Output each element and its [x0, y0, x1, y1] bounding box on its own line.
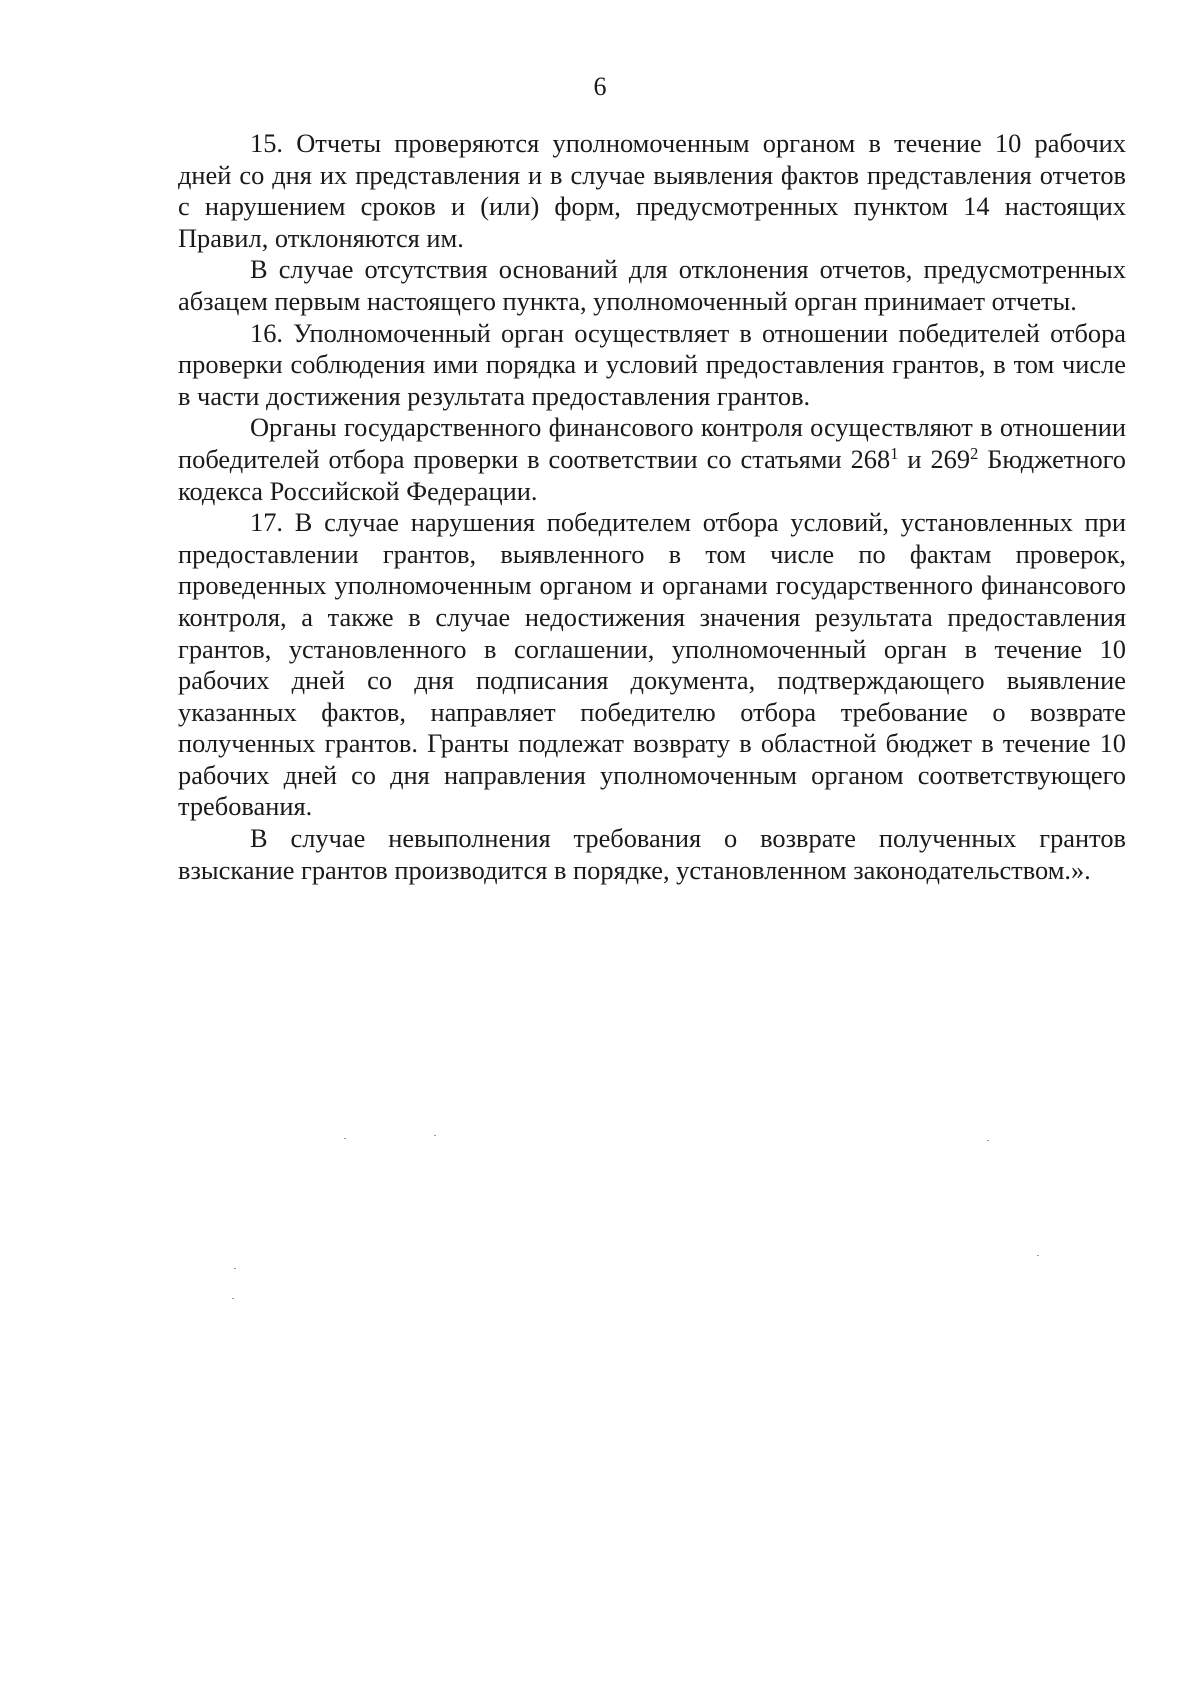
paragraph-17: 17. В случае нарушения победителем отбора условий, установленных при предоставлении грантов, выявленного в том числе по фактам проверок, проведенных уполномоченным органом и органами государственного финансового контроля, а также в случае недостижения значения результата предоставления грантов, установленного в соглашении, уполномоченный орган в течение 10 рабочих дней со дня подписания документа, подтверждающего выявление указанных фактов, направляет победителю отбора требование о возврате полученных грантов. Гранты подлежат возврату в областной бюджет в течение 10 рабочих дней со дня направления уполномоченным органом соответствующего требования. — [178, 507, 1126, 822]
scan-speck — [1037, 1255, 1039, 1256]
scan-speck — [434, 1135, 436, 1136]
scan-speck — [232, 1298, 234, 1299]
scan-speck — [234, 1268, 236, 1269]
document-body — [178, 128, 1126, 886]
paragraph-17-part-2: В случае невыполнения требования о возврате полученных грантов взыскание грантов производится в порядке, установленном законодательством.». — [178, 823, 1126, 885]
paragraph-15-part-2: В случае отсутствия оснований для отклонения отчетов, предусмотренных абзацем первым настоящего пункта, уполномоченный орган принимает отчеты. — [178, 254, 1126, 316]
superscript-1: 1 — [890, 444, 899, 464]
superscript-2: 2 — [970, 444, 979, 464]
paragraph-text: и 269 — [898, 443, 971, 474]
paragraph-text: Органы государственного финансового контроля осуществляют в отношении победителей отбора проверки в соответствии со статьями 268 — [178, 412, 1126, 474]
paragraph-16-part-2 — [178, 412, 1126, 507]
paragraph-16: 16. Уполномоченный орган осуществляет в отношении победителей отбора проверки соблюдения ими порядка и условий предоставления грантов, в том числе в части достижения результата предоставления грантов. — [178, 317, 1126, 411]
scan-speck — [344, 1138, 346, 1139]
page-number: 6 — [593, 72, 607, 101]
scan-speck — [987, 1140, 989, 1141]
paragraph-15: 15. Отчеты проверяются уполномоченным органом в течение 10 рабочих дней со дня их представления и в случае выявления фактов представления отчетов с нарушением сроков и (или) форм, предусмотренных пунктом 14 настоящих Правил, отклоняются им. — [178, 128, 1126, 253]
paragraph-text: Бюджетного кодекса Российской Федерации. — [178, 443, 1126, 506]
